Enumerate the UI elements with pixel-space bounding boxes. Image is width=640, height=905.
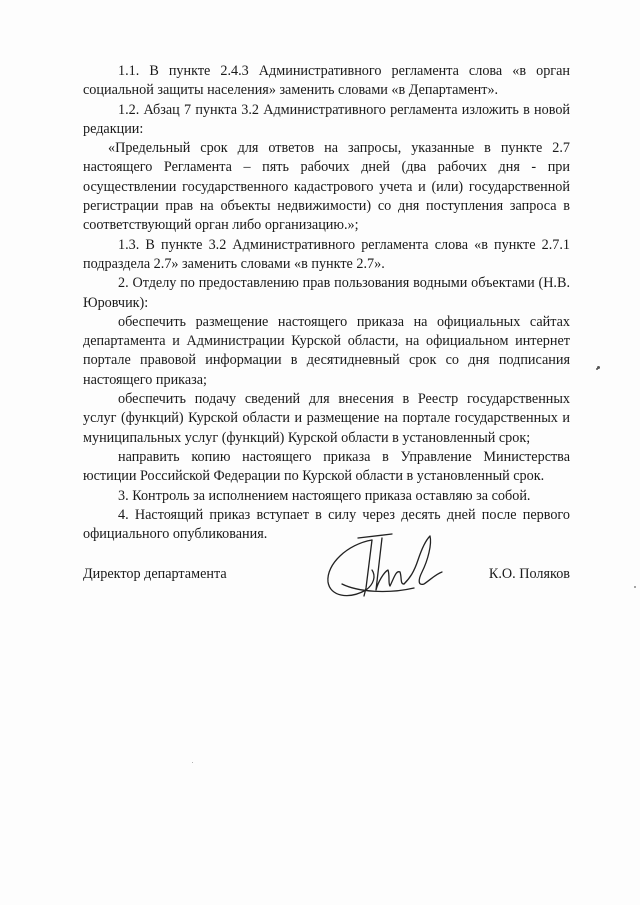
paragraph-1-2: 1.2. Абзац 7 пункта 3.2 Административного регламента изложить в новой редакции:	[83, 101, 570, 137]
document-body	[83, 62, 570, 544]
scan-speck	[634, 586, 636, 588]
paragraph-1-3: 1.3. В пункте 3.2 Административного регламента слова «в пункте 2.7.1 подраздела 2.7» заменить словами «в пункте 2.7».	[83, 236, 570, 272]
paragraph-4: 4. Настоящий приказ вступает в силу через десять дней после первого официального опубликования.	[83, 506, 570, 543]
paragraph-2-publish: обеспечить размещение настоящего приказа на официальных сайтах департамента и Администрации Курской области, на официальном интернет портале правовой информации в десятидневный срок со дня подписания настоящего приказа;	[83, 313, 570, 388]
paragraph-1-1: 1.1. В пункте 2.4.3 Административного регламента слова «в орган социальной защиты населения» заменить словами «в Департамент».	[83, 63, 570, 99]
paragraph-2-copy: направить копию настоящего приказа в Управление Министерства юстиции Российской Федерации по Курской области в установленный срок.	[83, 448, 570, 485]
scan-speck	[192, 762, 193, 763]
paragraph-3: 3. Контроль за исполнением настоящего приказа оставляю за собой.	[118, 487, 531, 504]
paragraph-2-registry: обеспечить подачу сведений для внесения в Реестр государственных услуг (функций) Курской области и размещение на портале государственных и муниципальных услуг (функций) Курской области в установленный срок;	[83, 391, 570, 446]
signature-block	[83, 565, 570, 587]
paragraph-2: 2. Отделу по предоставлению прав пользования водными объектами (Н.В. Юровчик):	[83, 275, 570, 311]
paragraph-quoted-term: «Предельный срок для ответов на запросы, указанные в пункте 2.7 настоящего Регламента – пять рабочих дней (два рабочих дня - при осуществлении государственного кадастрового учета и (или) государственной регистрации прав на объекты недвижимости) со дня поступления запроса в соответствующий орган либо организацию.»;	[83, 140, 570, 234]
scan-speck	[596, 368, 598, 370]
position-label: Директор департамента	[83, 566, 227, 582]
signer-name: К.О. Поляков	[488, 566, 570, 582]
